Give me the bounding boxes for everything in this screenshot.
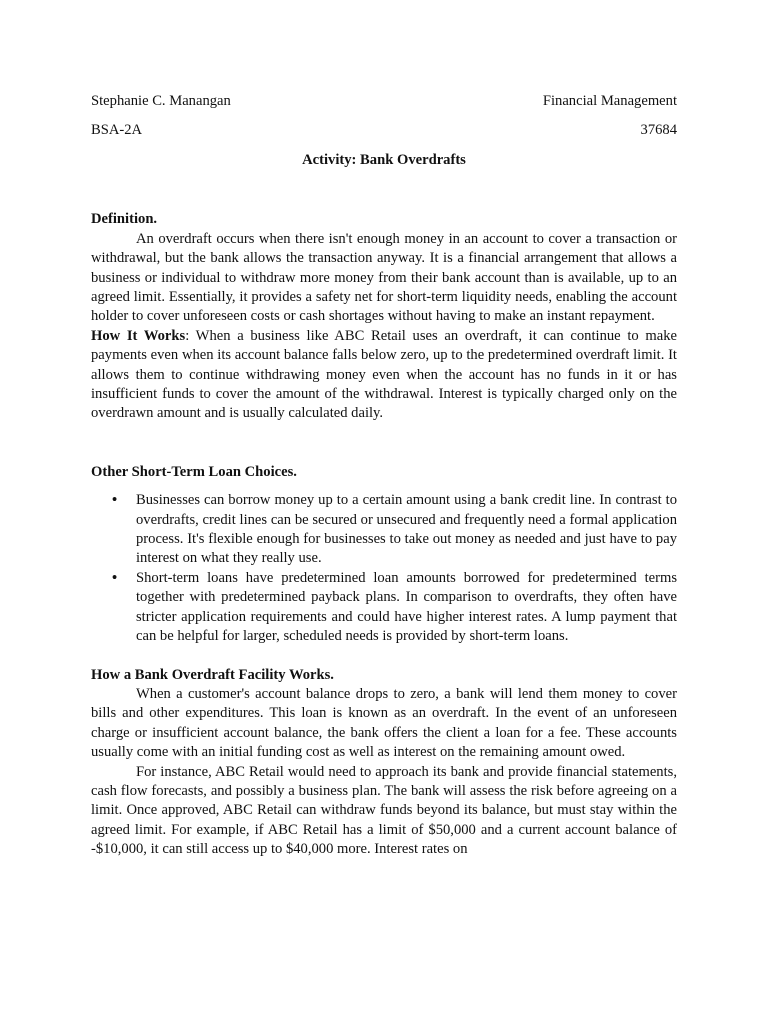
header-row-1 <box>91 92 677 111</box>
definition-paragraph: An overdraft occurs when there isn't enough money in an account to cover a transaction or withdrawal, but the bank allows the transaction anyway. It is a financial arrangement that allows a business or individual to withdraw more money from their bank account than is available, up to an agreed limit. Essentially, it provides a safety net for short-term liquidity needs, enabling the account holder to cover unforeseen costs or cash shortages without having to make an instant repayment. <box>91 230 677 325</box>
document-page <box>91 92 677 860</box>
document-title: Activity: Bank Overdrafts <box>302 151 466 168</box>
how-it-works-label: How It Works <box>91 327 186 344</box>
facility-heading: How a Bank Overdraft Facility Works. <box>91 666 334 683</box>
bullet-icon: • <box>112 569 118 586</box>
facility-paragraph: When a customer's account balance drops to zero, a bank will lend them money to cover bills and other expenditures. This loan is known as an overdraft. In the event of an unforeseen charge or insufficient account balance, the bank offers the client a loan for a fee. These accounts usually come with an initial funding cost as well as interest on the remaining amount owed. <box>91 685 677 761</box>
facility-paragraph: For instance, ABC Retail would need to approach its bank and provide financial statements, cash flow forecasts, and possibly a business plan. The bank will assess the risk before agreeing on a limit. Once approved, ABC Retail can withdraw funds beyond its balance, but must stay within the agreed limit. For example, if ABC Retail has a limit of $50,000 and a current account balance of -$10,000, it can still access up to $40,000 more. Interest rates on <box>91 763 677 858</box>
course-name: Financial Management <box>542 93 677 109</box>
header-row-2 <box>91 121 677 140</box>
how-it-works-text: : When a business like ABC Retail uses an overdraft, it can continue to make payments even when its account balance falls below zero, up to the predetermined overdraft limit. It allows them to continue withdrawing money even when the account has no funds in it or has insufficient funds to cover the amount of the withdrawal. Interest is typically charged only on the overdrawn amount and is usually calculated daily. <box>91 327 677 422</box>
other-loans-heading: Other Short-Term Loan Choices. <box>91 463 297 480</box>
list-item <box>91 569 677 647</box>
section: BSA-2A <box>91 121 143 138</box>
student-number: 37684 <box>640 121 677 138</box>
definition-heading: Definition. <box>91 211 158 228</box>
bullet-icon: • <box>112 492 118 509</box>
student-name: Stephanie C. Manangan <box>91 93 231 109</box>
list-item-text: Businesses can borrow money up to a certain amount using a bank credit line. In contrast to overdrafts, credit lines can be secured or unsecured and frequently need a formal application process. It's flexible enough for businesses to take out money as needed and just have to pay interest on what they really use. <box>136 492 677 567</box>
how-it-works-paragraph <box>91 327 677 424</box>
list-item-text: Short-term loans have predetermined loan amounts borrowed for predetermined terms together with predetermined payback plans. In comparison to overdrafts, they often have stricter application requirements and could have higher interest rates. A lump payment that can be helpful for larger, scheduled needs is provided by short-term loans. <box>136 569 677 645</box>
other-loans-list <box>91 491 677 646</box>
list-item <box>91 491 677 569</box>
